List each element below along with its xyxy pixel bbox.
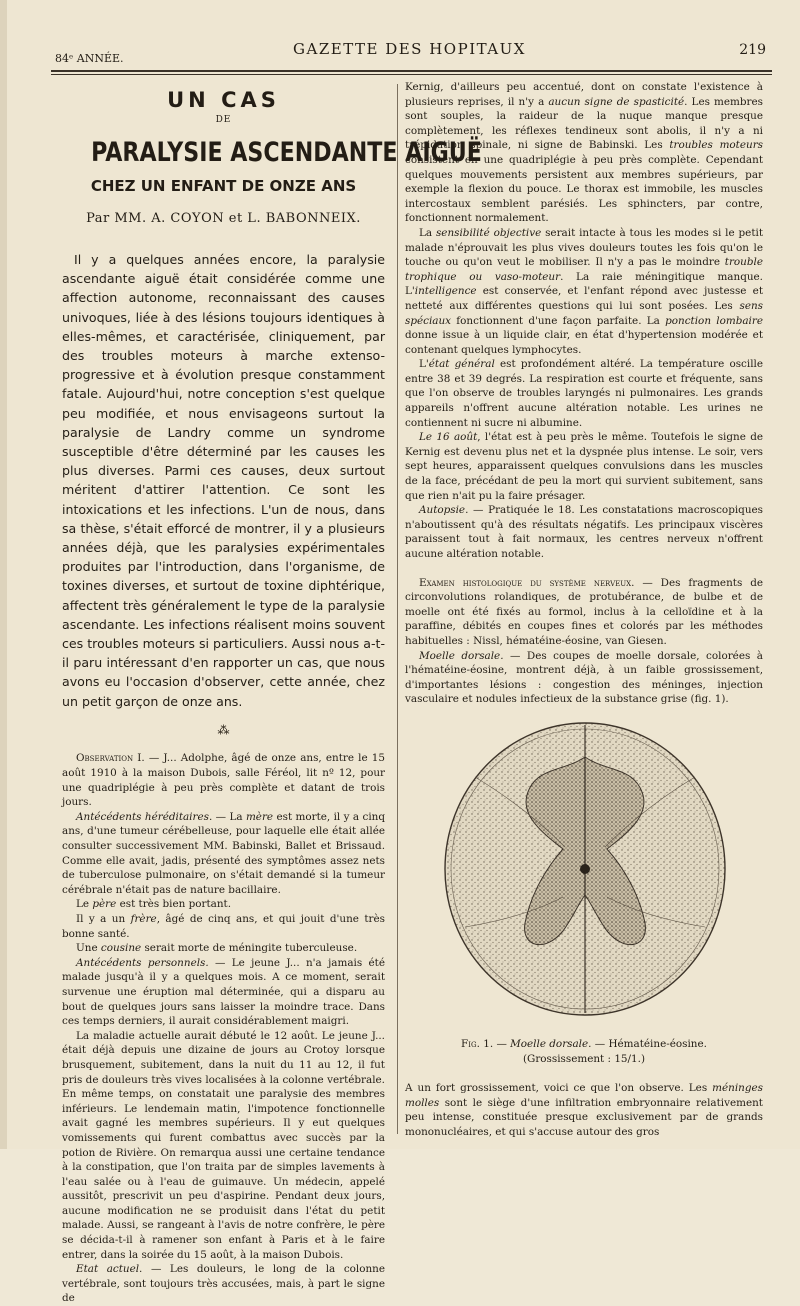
article-title: PARALYSIE ASCENDANTE AIGUË	[91, 137, 482, 168]
right-column	[405, 80, 763, 1139]
hereditary-paragraph: Antécédents héréditaires. — La mère est morte, il y a cinq ans, d'une tumeur cérébelleuse, pour laquelle elle était allée consulter successivement MM. Babinski, Ballet et Brissaud. Comme elle avait, jadis, présenté des symptômes assez nets de tuberculose pulmonaire, on s'était demandé si la tumeur cérébrale n'était pas de nature bacillaire.	[62, 810, 385, 896]
dorsal-cord-paragraph: Moelle dorsale. — Des coupes de moelle dorsale, colorées à l'hématéine-éosine, montrent déjà, à un faible grossissement, d'importantes lésions : congestion des méninges, injection vasculaire et nodules infectieux de la substance grise (fig. 1).	[405, 649, 763, 706]
column-divider	[397, 84, 398, 1134]
father-paragraph: Le père est très bien portant.	[76, 898, 232, 911]
cousin-paragraph: Une cousine serait morte de méningite tuberculeuse.	[76, 942, 358, 955]
intro-paragraph: Il y a quelques années encore, la paralysie ascendante aiguë était considérée comme une affection autonome, reconnaissant des causes univoques, liée à des lésions toujours identiques à elles-mêmes, et caractérisée, cliniquement, par des troubles moteurs à marche extenso-progressive et à évolution presque constamment fatale. Aujourd'hui, notre conception s'est quelque peu modifiée, et nous envisageons surtout la paralysie de Landry comme un syndrome susceptible d'être déterminé par les causes les plus diverses. Parmi ces causes, deux surtout méritent d'attirer l'attention. Ce sont les intoxications et les infections. L'un de nous, dans sa thèse, s'était efforcé de montrer, il y a plusieurs années déjà, que les paralysies expérimentales produites par l'introduction, dans l'organisme, de toxines diverses, et surtout de toxine diphtérique, affectent très généralement le type de la paralysie ascendante. Les infections réalisent moins souvent ces troubles moteurs si particuliers. Aussi nous a-t-il paru intéressant d'en rapporter un cas, que nous avons eu l'occasion d'observer, cette année, chez un petit garçon de onze ans.	[62, 252, 385, 709]
motor-signs-paragraph: Kernig, d'ailleurs peu accentué, dont on constate l'existence à plusieurs reprises, il n'y a aucun signe de spasticité. Les membres sont souples, la raideur de la nuque manque presque complètement, les réflexes tendineux sont abolis, il n'y a ni trépidation spinale, ni signe de Babinski. Les troubles moteurs consistent en une quadriplégie à peu près complète. Cependant quelques mouvements persistent aux membres supérieurs, par exemple la flexion du pouce. Le thorax est immobile, les muscles intercostaux semblent parésiés. Les sphincters, par contre, fonctionnent normalement.	[405, 81, 763, 225]
high-magnification-paragraph: A un fort grossissement, voici ce que l'on observe. Les méninges molles sont le siège d'une infiltration embryonnaire relativement peu intense, constituée presque exclusivement par de grands mononucléaires, et qui s'accuse autour des gros	[405, 1081, 763, 1138]
histology-heading: Examen histologique du système nerveux.	[419, 576, 635, 589]
article-de: DE	[215, 115, 232, 125]
brother-paragraph: Il y a un frère, âgé de cinq ans, et qui jouit d'une très bonne santé.	[62, 913, 385, 940]
journal-title: GAZETTE DES HOPITAUX	[293, 40, 526, 58]
autopsy-paragraph: Autopsie. — Pratiquée le 18. Les constatations macroscopiques n'aboutissent qu'à des résultats négatifs. Les principaux viscères paraissent tout à fait normaux, les centres nerveux n'offrent aucune altération notable.	[405, 504, 763, 560]
spinal-cord-figure	[435, 717, 735, 1025]
current-state-paragraph: Etat actuel. — Les douleurs, le long de la colonne vertébrale, sont toujours très accusées, mais, à part le signe de	[62, 1263, 386, 1305]
article-kicker: UN CAS	[167, 88, 280, 112]
article-title-block	[62, 88, 482, 228]
figure-caption: Fig. 1. — Moelle dorsale. — Hématéine-éosine. (Grossissement : 15/1.)	[461, 1037, 707, 1065]
article-authors: Par MM. A. COYON et L. BABONNEIX.	[86, 211, 361, 226]
article-subtitle: CHEZ UN ENFANT DE ONZE ANS	[90, 177, 357, 195]
year-label: 84ᵉ ANNÉE.	[55, 52, 124, 65]
running-header	[47, 40, 772, 66]
header-rule-thin	[51, 74, 772, 75]
sensibility-paragraph: La sensibilité objective serait intacte à tous les modes si le petit malade n'éprouvait les plus vives douleurs toutes les fois qu'on le touche ou qu'on veut le mobiliser. Il n'y a pas le moindre trouble trophique ou vaso-moteur. La raie méningitique manque. L'intelligence est conservée, et l'enfant répond avec justesse et netteté aux différentes questions qui lui sont posées. Les sens spéciaux fonctionnent d'une façon parfaite. La ponction lombaire donne issue à un liquide clair, en état d'hypertension modérée et contenant quelques lymphocytes.	[405, 226, 763, 356]
page-number: 219	[739, 42, 766, 58]
general-state-paragraph: L'état général est profondément altéré. La température oscille entre 38 et 39 degrés. La respiration est courte et fréquente, sans que l'on observe de troubles laryngés ni pulmonaires. Les grands appareils n'offrent aucune altération notable. Les urines ne contiennent ni sucre ni albumine.	[405, 358, 763, 429]
observation-paragraph: Observation I. — J... Adolphe, âgé de onze ans, entre le 15 août 1910 à la maison Dubois, salle Féréol, lit nº 12, pour une quadriplégie à peu près complète et datant de trois jours.	[62, 752, 385, 809]
header-rule	[51, 70, 772, 72]
spinal-cord-section-illustration	[435, 717, 735, 1025]
histology-paragraph: Examen histologique du système nerveux. — Des fragments de circonvolutions rolandiques, de protubérance, de bulbe et de moelle ont été fixés au formol, inclus à la celloïdine et à la paraffine, débités en coupes fines et colorés par les méthodes habituelles : Nissl, hématéine-éosine, van Giesen.	[405, 576, 763, 647]
observation-heading: Observation I.	[76, 752, 145, 765]
august-16-paragraph: Le 16 août, l'état est à peu près le même. Toutefois le signe de Kernig est devenu plus net et la dyspnée plus intense. Le soir, vers sept heures, apparaissent quelques convulsions dans les muscles de la face, précédant de peu la mort qui survient subitement, sans que rien n'ait pu la faire présager.	[405, 431, 763, 502]
figure-magnification: (Grossissement : 15/1.)	[522, 1052, 646, 1065]
personal-history-paragraph: Antécédents personnels. — Le jeune J... n'a jamais été malade jusqu'à il y a quelques mois. A ce moment, serait survenue une éruption mal déterminée, qui a disparu au bout de quelques jours sans laisser la moindre trace. Dans ces temps derniers, il aurait considérablement maigri.	[62, 956, 386, 1028]
figure-label: Fig. 1.	[461, 1037, 494, 1050]
current-illness-paragraph: La maladie actuelle aurait débuté le 12 août. Le jeune J... était déjà depuis une dizaine de jours au Crotoy lorsque brusquement, subitement, dans la nuit du 11 au 12, il fut pris de douleurs très vives localisées à la colonne vertébrale. En même temps, on constatait une paralysie des membres inférieurs. Le lendemain matin, l'impotence fonctionnelle avait gagné les membres supérieurs. Il y eut quelques vomissements qui furent combattus avec succès par la potion de Rivière. On remarqua aussi une certaine tendance à la constipation, que l'on traita par de simples lavements à l'eau salée ou à l'eau de guimauve. Un médecin, appelé aussitôt, prescrivit un peu d'aspirine. Pendant deux jours, aucune modification ne se produisit dans l'état du petit malade. Aussi, se rangeant à l'avis de notre confrère, le père se décida-t-il à ramener son enfant à Paris et à le faire entrer, dans la soirée du 15 août, à la maison Dubois.	[62, 1029, 385, 1261]
section-separator: ⁂	[217, 723, 230, 738]
